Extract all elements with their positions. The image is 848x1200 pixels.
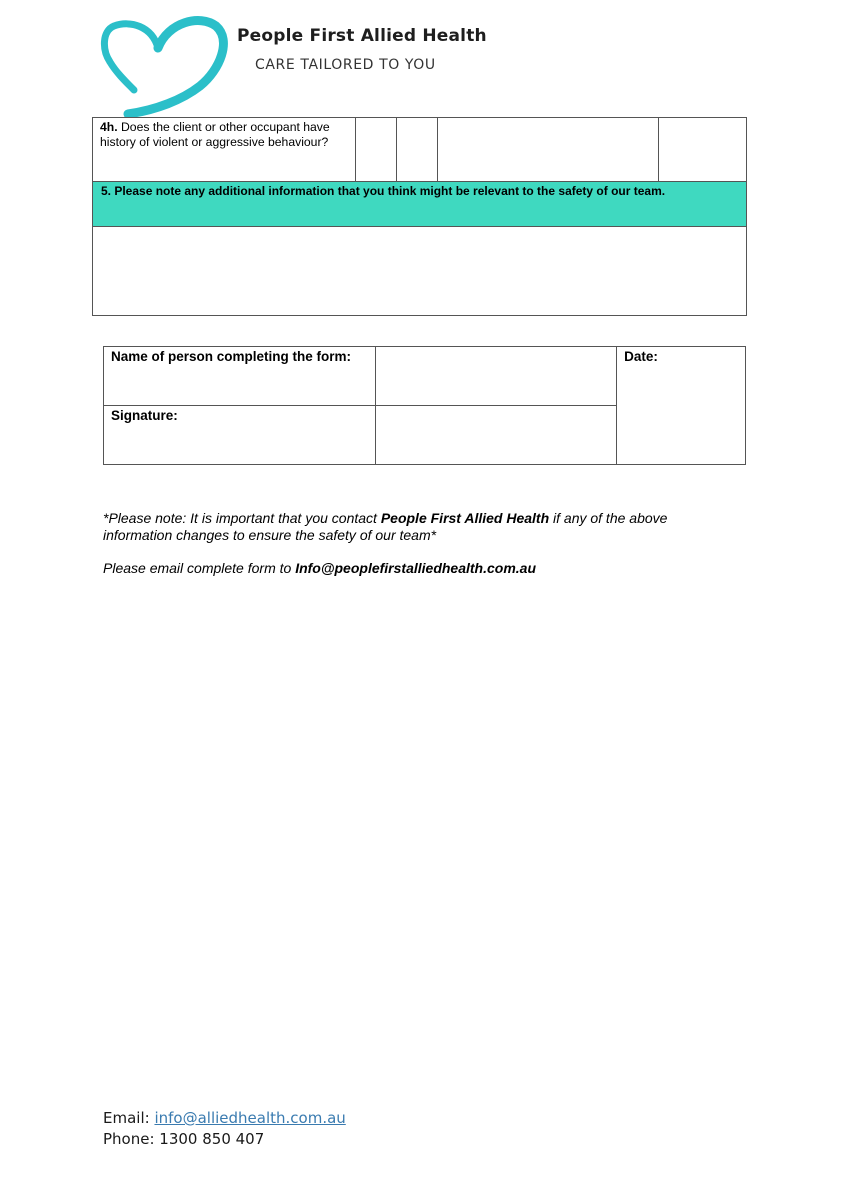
yes-cell[interactable] [355,118,396,182]
section5-header-row [93,182,747,227]
question-text: Does the client or other occupant have history of violent or aggressive behaviour? [100,120,330,149]
email-instruction [103,560,536,576]
signature-label: Signature: [104,406,376,465]
tagline: CARE TAILORED TO YOU [255,57,436,73]
name-field[interactable] [375,347,617,406]
footer [103,1108,346,1150]
section5-title: 5. Please note any additional information that you think might be relevant to the safety of our team. [93,182,747,227]
org-name: People First Allied Health [237,26,487,46]
footer-email-label: Email: [103,1109,155,1127]
question-row-4h [93,118,747,182]
question-4h [93,118,356,182]
extra-cell[interactable] [659,118,747,182]
note-org: People First Allied Health [380,510,550,526]
safety-table [92,117,747,316]
signature-field[interactable] [375,406,617,465]
note-prefix: *Please note: It is important that you contact [103,510,381,526]
footer-phone-line [103,1129,346,1150]
heart-outline-icon [100,14,230,118]
note-suffix: if any of the above information changes to ensure the safety of our team* [103,510,668,543]
name-label: Name of person completing the form: [104,347,376,406]
footer-phone-label: Phone: [103,1130,160,1148]
no-cell[interactable] [396,118,437,182]
footer-email-line [103,1108,346,1129]
additional-info-field[interactable] [93,227,747,316]
question-number: 4h. [100,120,118,134]
email-instruction-address: Info@peoplefirstalliedhealth.com.au [295,560,536,576]
footer-phone: 1300 850 407 [159,1130,265,1148]
footer-email-link[interactable]: info@alliedhealth.com.au [154,1109,346,1127]
contact-note [103,510,723,544]
date-label: Date: [624,349,658,364]
email-instruction-prefix: Please email complete form to [103,560,296,576]
details-cell[interactable] [437,118,659,182]
additional-info-row [93,227,747,316]
date-cell[interactable] [617,347,746,465]
signoff-table [103,346,746,465]
